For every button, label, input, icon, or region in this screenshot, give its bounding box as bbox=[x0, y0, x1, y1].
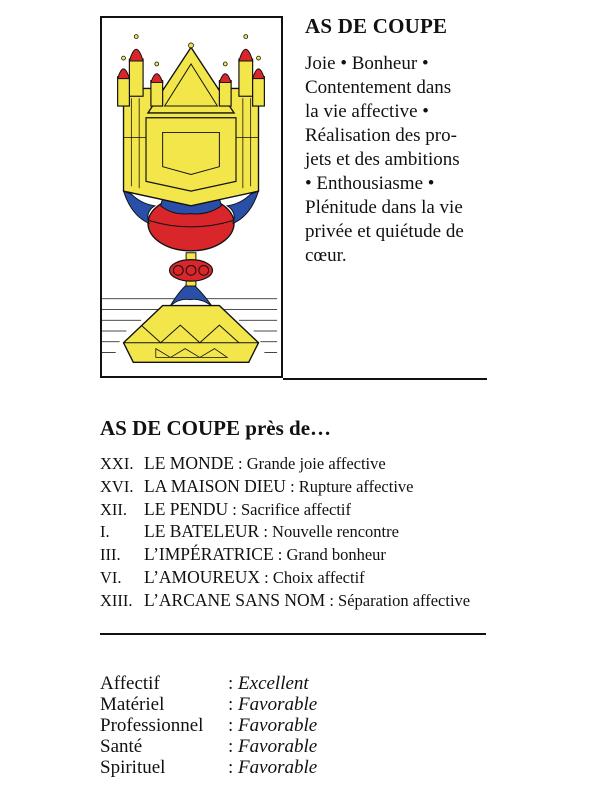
meaning-line: la vie affective • bbox=[305, 101, 429, 122]
list-item: XIII. L’ARCANE SANS NOM : Séparation affective bbox=[100, 589, 471, 610]
rating-row: Spirituel : Favorable bbox=[100, 757, 318, 778]
rating-row: Santé : Favorable bbox=[100, 736, 318, 757]
list-item: VI. L’AMOUREUX : Choix affectif bbox=[100, 566, 365, 587]
meaning-line: Plénitude dans la vie bbox=[305, 197, 463, 218]
card-meaning bbox=[305, 52, 505, 268]
meaning-line: Joie • Bonheur • bbox=[305, 53, 429, 74]
rating-row: Matériel : Favorable bbox=[100, 694, 318, 715]
tarot-card-image bbox=[100, 16, 283, 378]
divider-bottom bbox=[100, 633, 486, 635]
list-item: III. L’IMPÉRATRICE : Grand bonheur bbox=[100, 544, 386, 565]
rating-row: Affectif : Excellent bbox=[100, 673, 309, 694]
meaning-line: Contentement dans bbox=[305, 77, 452, 98]
rating-row: Professionnel : Favorable bbox=[100, 715, 318, 736]
list-item: I. LE BATELEUR : Nouvelle rencontre bbox=[100, 521, 399, 542]
divider-top bbox=[283, 378, 487, 380]
list-item: XII. LE PENDU : Sacrifice affectif bbox=[100, 498, 352, 519]
list-item: XXI. LE MONDE : Grande joie affective bbox=[100, 453, 386, 473]
near-section-title: AS DE COUPE près de… bbox=[100, 416, 332, 440]
near-card-list bbox=[100, 452, 470, 612]
meaning-line: Réalisation des pro- bbox=[305, 125, 457, 146]
card-title: AS DE COUPE bbox=[305, 14, 448, 38]
meaning-line: • Enthousiasme • bbox=[305, 173, 435, 194]
ratings-table bbox=[100, 673, 317, 778]
meaning-line: jets et des ambitions bbox=[305, 149, 460, 170]
meaning-line: privée et quiétude de bbox=[305, 221, 464, 242]
list-item: XVI. LA MAISON DIEU : Rupture affective bbox=[100, 475, 414, 496]
meaning-line: cœur. bbox=[305, 245, 347, 266]
